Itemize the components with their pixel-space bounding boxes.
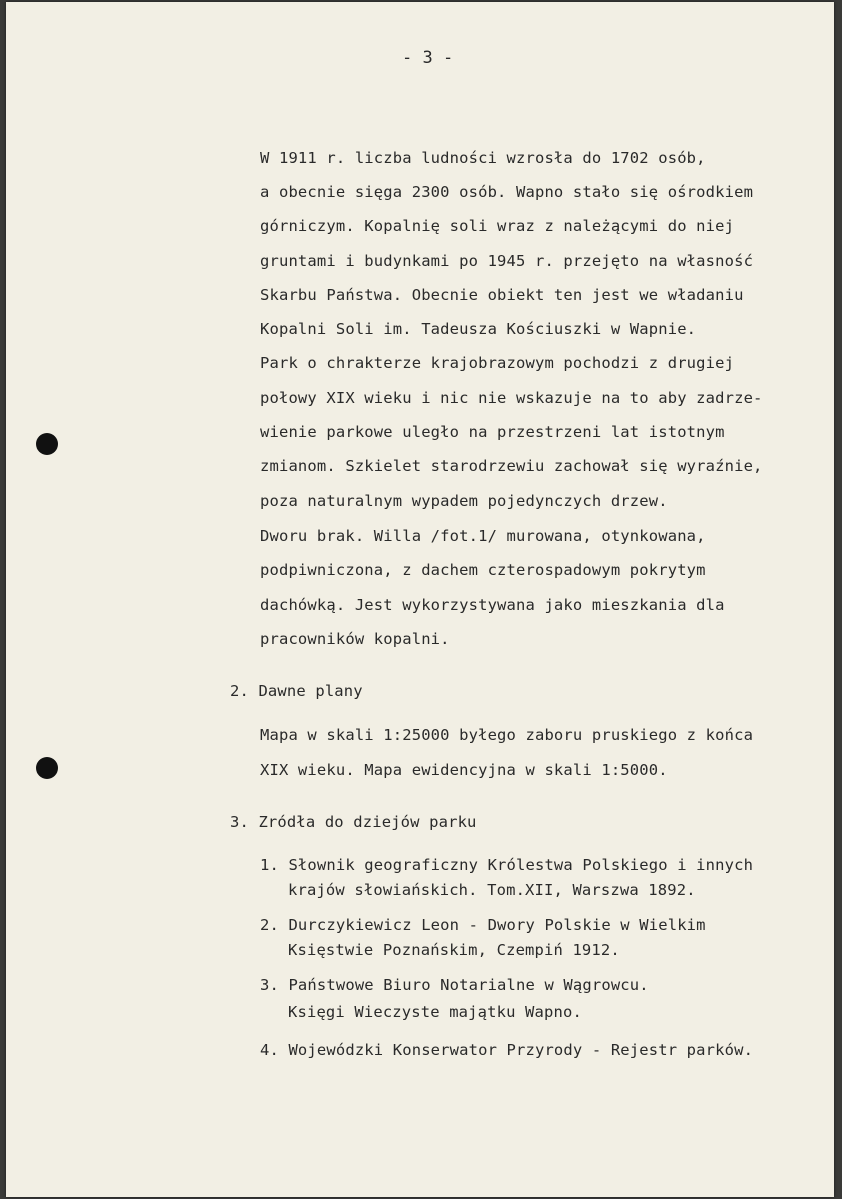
text-line: Kopalni Soli im. Tadeusza Kościuszki w Wapnie. <box>260 320 697 338</box>
text-line: pracowników kopalni. <box>260 630 450 648</box>
source-item: 2. Durczykiewicz Leon - Dwory Polskie w Wielkim <box>260 916 706 934</box>
punch-hole <box>36 433 58 455</box>
text-line: poza naturalnym wypadem pojedynczych drzew. <box>260 492 668 510</box>
text-line: wienie parkowe uległo na przestrzeni lat istotnym <box>260 423 725 441</box>
source-item: 4. Wojewódzki Konserwator Przyrody - Rejestr parków. <box>260 1041 754 1059</box>
text-line: Mapa w skali 1:25000 byłego zaboru pruskiego z końca <box>260 726 754 744</box>
page-number: - 3 - <box>402 48 454 68</box>
document-page <box>6 2 834 1197</box>
text-line: dachówką. Jest wykorzystywana jako mieszkania dla <box>260 596 725 614</box>
source-item: 1. Słownik geograficzny Królestwa Polskiego i innych <box>260 856 754 874</box>
text-line: W 1911 r. liczba ludności wzrosła do 1702 osób, <box>260 149 706 167</box>
section-heading: 2. Dawne plany <box>230 682 363 700</box>
punch-hole <box>36 757 58 779</box>
text-line: Park o chrakterze krajobrazowym pochodzi z drugiej <box>260 354 735 372</box>
text-line: górniczym. Kopalnię soli wraz z należącymi do niej <box>260 217 735 235</box>
source-item-continuation: Księstwie Poznańskim, Czempiń 1912. <box>288 941 620 959</box>
text-line: podpiwniczona, z dachem czterospadowym pokrytym <box>260 561 706 579</box>
text-line: Skarbu Państwa. Obecnie obiekt ten jest we władaniu <box>260 286 744 304</box>
section-heading: 3. Zródła do dziejów parku <box>230 813 477 831</box>
text-line: zmianom. Szkielet starodrzewiu zachował się wyraźnie, <box>260 457 763 475</box>
source-item-continuation: Księgi Wieczyste majątku Wapno. <box>288 1003 582 1021</box>
text-line: połowy XIX wieku i nic nie wskazuje na to aby zadrze- <box>260 389 763 407</box>
source-item-continuation: krajów słowiańskich. Tom.XII, Warszwa 1892. <box>288 881 696 899</box>
text-line: gruntami i budynkami po 1945 r. przejęto na własność <box>260 252 754 270</box>
text-line: a obecnie sięga 2300 osób. Wapno stało się ośrodkiem <box>260 183 754 201</box>
text-line: Dworu brak. Willa /fot.1/ murowana, otynkowana, <box>260 527 706 545</box>
source-item: 3. Państwowe Biuro Notarialne w Wągrowcu. <box>260 976 649 994</box>
text-line: XIX wieku. Mapa ewidencyjna w skali 1:5000. <box>260 761 668 779</box>
